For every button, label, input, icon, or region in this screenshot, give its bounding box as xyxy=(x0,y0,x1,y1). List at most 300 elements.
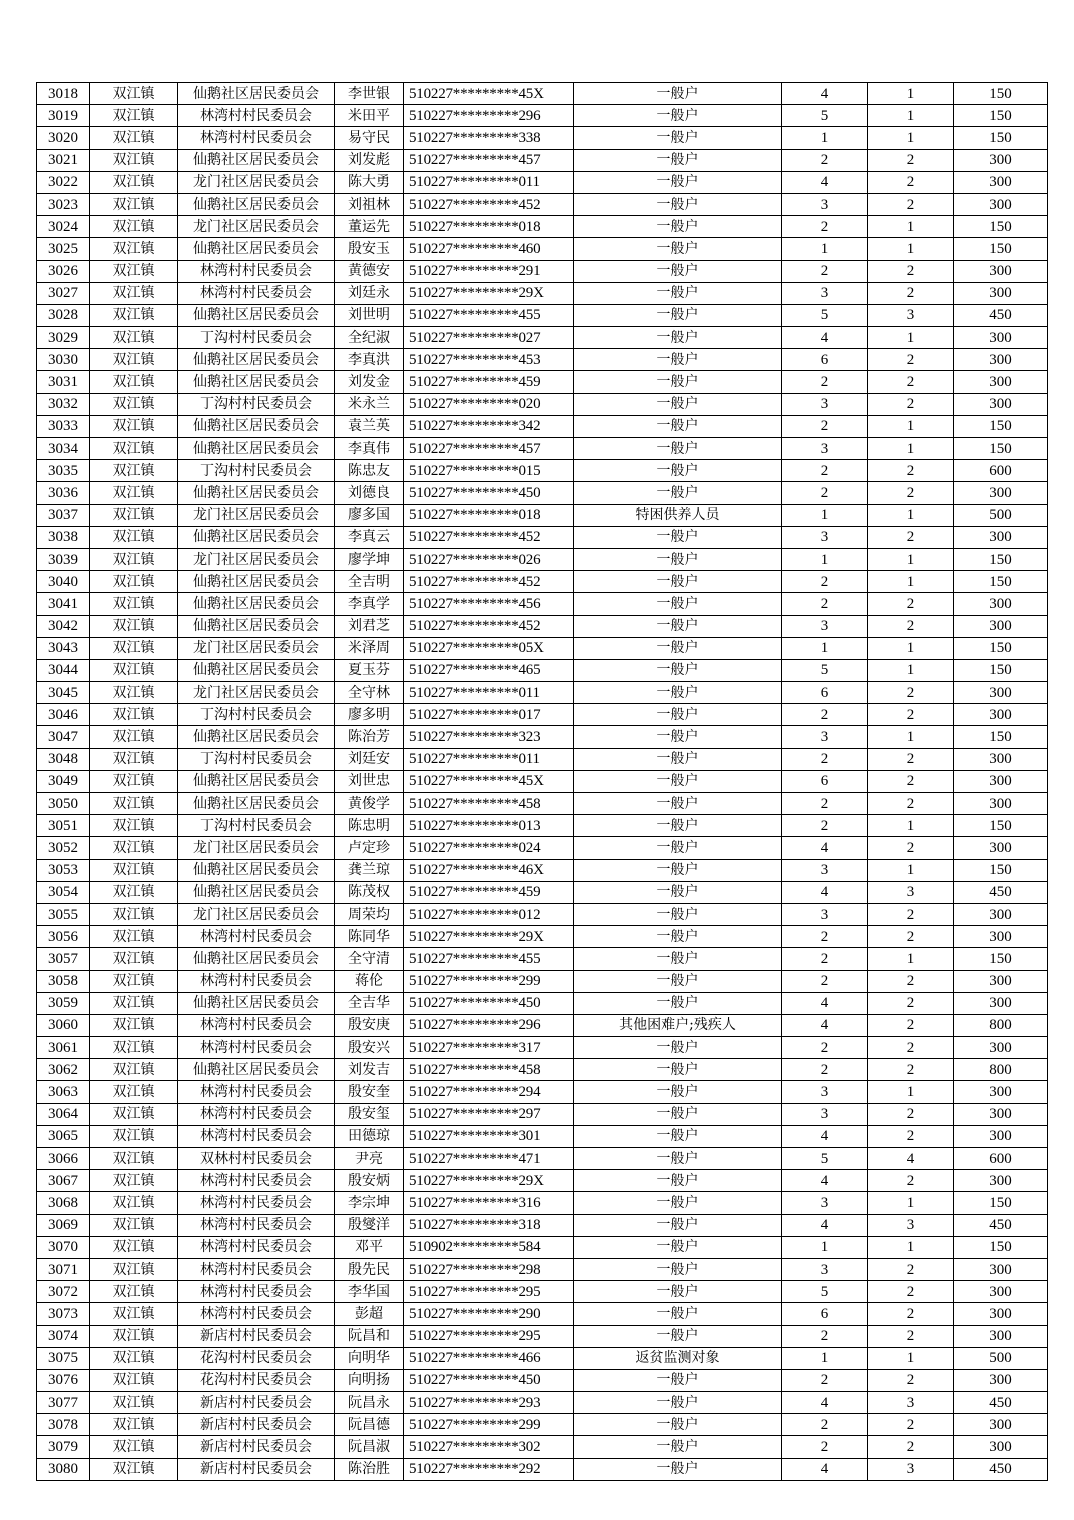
id-cell: 510227*********459 xyxy=(404,881,574,903)
table-row xyxy=(37,127,1048,149)
town-cell: 双江镇 xyxy=(90,482,178,504)
id-cell: 510227*********011 xyxy=(404,748,574,770)
name-cell: 刘世忠 xyxy=(335,770,404,792)
id-cell: 510227*********458 xyxy=(404,1059,574,1081)
name-cell: 李真洪 xyxy=(335,349,404,371)
id-cell: 510227*********456 xyxy=(404,593,574,615)
type-cell: 一般户 xyxy=(574,260,782,282)
table-row xyxy=(37,1436,1048,1458)
people-cell: 2 xyxy=(868,171,954,193)
id-cell: 510227*********292 xyxy=(404,1458,574,1480)
table-row xyxy=(37,1236,1048,1258)
count-cell: 3 xyxy=(782,1258,868,1280)
people-cell: 2 xyxy=(868,1436,954,1458)
amount-cell: 500 xyxy=(954,1347,1048,1369)
type-cell: 一般户 xyxy=(574,1258,782,1280)
type-cell: 一般户 xyxy=(574,970,782,992)
id-cell: 510227*********450 xyxy=(404,1369,574,1391)
id-cell: 510227*********024 xyxy=(404,837,574,859)
count-cell: 6 xyxy=(782,682,868,704)
committee-cell: 仙鹅社区居民委员会 xyxy=(178,659,335,681)
amount-cell: 300 xyxy=(954,1414,1048,1436)
town-cell: 双江镇 xyxy=(90,1281,178,1303)
name-cell: 阮昌永 xyxy=(335,1392,404,1414)
town-cell: 双江镇 xyxy=(90,837,178,859)
count-cell: 4 xyxy=(782,837,868,859)
count-cell: 2 xyxy=(782,926,868,948)
committee-cell: 林湾村村民委员会 xyxy=(178,1258,335,1280)
count-cell: 2 xyxy=(782,1436,868,1458)
seq-cell: 3050 xyxy=(37,793,90,815)
name-cell: 刘发金 xyxy=(335,371,404,393)
table-row xyxy=(37,571,1048,593)
name-cell: 周荣均 xyxy=(335,903,404,925)
count-cell: 2 xyxy=(782,1037,868,1059)
seq-cell: 3024 xyxy=(37,216,90,238)
table-row xyxy=(37,304,1048,326)
town-cell: 双江镇 xyxy=(90,438,178,460)
amount-cell: 300 xyxy=(954,1303,1048,1325)
type-cell: 一般户 xyxy=(574,1037,782,1059)
type-cell: 一般户 xyxy=(574,1392,782,1414)
town-cell: 双江镇 xyxy=(90,415,178,437)
town-cell: 双江镇 xyxy=(90,926,178,948)
amount-cell: 450 xyxy=(954,304,1048,326)
table-row xyxy=(37,482,1048,504)
id-cell: 510227*********459 xyxy=(404,371,574,393)
amount-cell: 300 xyxy=(954,682,1048,704)
town-cell: 双江镇 xyxy=(90,770,178,792)
amount-cell: 150 xyxy=(954,415,1048,437)
people-cell: 4 xyxy=(868,1148,954,1170)
committee-cell: 林湾村村民委员会 xyxy=(178,926,335,948)
name-cell: 陈忠友 xyxy=(335,460,404,482)
amount-cell: 150 xyxy=(954,859,1048,881)
table-row xyxy=(37,881,1048,903)
amount-cell: 300 xyxy=(954,970,1048,992)
town-cell: 双江镇 xyxy=(90,1192,178,1214)
id-cell: 510227*********318 xyxy=(404,1214,574,1236)
count-cell: 6 xyxy=(782,1303,868,1325)
table-row xyxy=(37,438,1048,460)
count-cell: 1 xyxy=(782,1347,868,1369)
town-cell: 双江镇 xyxy=(90,1014,178,1036)
committee-cell: 仙鹅社区居民委员会 xyxy=(178,438,335,460)
people-cell: 2 xyxy=(868,1303,954,1325)
seq-cell: 3036 xyxy=(37,482,90,504)
household-table xyxy=(36,82,1048,1481)
town-cell: 双江镇 xyxy=(90,726,178,748)
count-cell: 1 xyxy=(782,637,868,659)
id-cell: 510902*********584 xyxy=(404,1236,574,1258)
committee-cell: 林湾村村民委员会 xyxy=(178,1281,335,1303)
table-row xyxy=(37,593,1048,615)
type-cell: 一般户 xyxy=(574,105,782,127)
id-cell: 510227*********317 xyxy=(404,1037,574,1059)
seq-cell: 3020 xyxy=(37,127,90,149)
committee-cell: 龙门社区居民委员会 xyxy=(178,903,335,925)
table-row xyxy=(37,1347,1048,1369)
name-cell: 向明扬 xyxy=(335,1369,404,1391)
committee-cell: 龙门社区居民委员会 xyxy=(178,637,335,659)
seq-cell: 3075 xyxy=(37,1347,90,1369)
name-cell: 殷安奎 xyxy=(335,1081,404,1103)
type-cell: 一般户 xyxy=(574,815,782,837)
id-cell: 510227*********299 xyxy=(404,1414,574,1436)
committee-cell: 林湾村村民委员会 xyxy=(178,282,335,304)
amount-cell: 300 xyxy=(954,1125,1048,1147)
type-cell: 一般户 xyxy=(574,1236,782,1258)
type-cell: 一般户 xyxy=(574,615,782,637)
count-cell: 6 xyxy=(782,349,868,371)
people-cell: 2 xyxy=(868,460,954,482)
type-cell: 一般户 xyxy=(574,837,782,859)
count-cell: 3 xyxy=(782,615,868,637)
count-cell: 1 xyxy=(782,1236,868,1258)
type-cell: 一般户 xyxy=(574,1081,782,1103)
table-row xyxy=(37,1392,1048,1414)
count-cell: 2 xyxy=(782,970,868,992)
town-cell: 双江镇 xyxy=(90,637,178,659)
table-row xyxy=(37,1170,1048,1192)
amount-cell: 300 xyxy=(954,1281,1048,1303)
people-cell: 2 xyxy=(868,1281,954,1303)
seq-cell: 3073 xyxy=(37,1303,90,1325)
count-cell: 2 xyxy=(782,815,868,837)
amount-cell: 300 xyxy=(954,793,1048,815)
committee-cell: 仙鹅社区居民委员会 xyxy=(178,526,335,548)
id-cell: 510227*********452 xyxy=(404,615,574,637)
seq-cell: 3060 xyxy=(37,1014,90,1036)
seq-cell: 3059 xyxy=(37,992,90,1014)
amount-cell: 150 xyxy=(954,127,1048,149)
table-row xyxy=(37,1369,1048,1391)
count-cell: 3 xyxy=(782,438,868,460)
people-cell: 2 xyxy=(868,260,954,282)
count-cell: 2 xyxy=(782,948,868,970)
type-cell: 一般户 xyxy=(574,1148,782,1170)
table-row xyxy=(37,1325,1048,1347)
people-cell: 2 xyxy=(868,193,954,215)
name-cell: 陈茂权 xyxy=(335,881,404,903)
seq-cell: 3064 xyxy=(37,1103,90,1125)
name-cell: 尹亮 xyxy=(335,1148,404,1170)
town-cell: 双江镇 xyxy=(90,704,178,726)
count-cell: 5 xyxy=(782,304,868,326)
seq-cell: 3048 xyxy=(37,748,90,770)
type-cell: 一般户 xyxy=(574,548,782,570)
town-cell: 双江镇 xyxy=(90,859,178,881)
amount-cell: 300 xyxy=(954,1325,1048,1347)
seq-cell: 3078 xyxy=(37,1414,90,1436)
seq-cell: 3080 xyxy=(37,1458,90,1480)
committee-cell: 林湾村村民委员会 xyxy=(178,1214,335,1236)
committee-cell: 林湾村村民委员会 xyxy=(178,127,335,149)
type-cell: 一般户 xyxy=(574,770,782,792)
amount-cell: 150 xyxy=(954,1192,1048,1214)
town-cell: 双江镇 xyxy=(90,948,178,970)
count-cell: 5 xyxy=(782,659,868,681)
people-cell: 2 xyxy=(868,349,954,371)
type-cell: 一般户 xyxy=(574,1125,782,1147)
type-cell: 返贫监测对象 xyxy=(574,1347,782,1369)
seq-cell: 3039 xyxy=(37,548,90,570)
committee-cell: 林湾村村民委员会 xyxy=(178,1014,335,1036)
count-cell: 2 xyxy=(782,748,868,770)
amount-cell: 300 xyxy=(954,748,1048,770)
people-cell: 3 xyxy=(868,304,954,326)
name-cell: 卢定珍 xyxy=(335,837,404,859)
seq-cell: 3054 xyxy=(37,881,90,903)
amount-cell: 300 xyxy=(954,903,1048,925)
amount-cell: 300 xyxy=(954,260,1048,282)
seq-cell: 3076 xyxy=(37,1369,90,1391)
name-cell: 董运先 xyxy=(335,216,404,238)
id-cell: 510227*********46X xyxy=(404,859,574,881)
town-cell: 双江镇 xyxy=(90,970,178,992)
type-cell: 一般户 xyxy=(574,526,782,548)
name-cell: 殷安兴 xyxy=(335,1037,404,1059)
id-cell: 510227*********291 xyxy=(404,260,574,282)
name-cell: 龚兰琼 xyxy=(335,859,404,881)
seq-cell: 3057 xyxy=(37,948,90,970)
table-row xyxy=(37,504,1048,526)
people-cell: 1 xyxy=(868,948,954,970)
committee-cell: 新店村村民委员会 xyxy=(178,1436,335,1458)
id-cell: 510227*********323 xyxy=(404,726,574,748)
committee-cell: 仙鹅社区居民委员会 xyxy=(178,349,335,371)
amount-cell: 300 xyxy=(954,593,1048,615)
count-cell: 3 xyxy=(782,859,868,881)
people-cell: 2 xyxy=(868,393,954,415)
committee-cell: 仙鹅社区居民委员会 xyxy=(178,593,335,615)
name-cell: 阮昌和 xyxy=(335,1325,404,1347)
people-cell: 2 xyxy=(868,1414,954,1436)
name-cell: 刘祖林 xyxy=(335,193,404,215)
table-row xyxy=(37,371,1048,393)
seq-cell: 3052 xyxy=(37,837,90,859)
committee-cell: 新店村村民委员会 xyxy=(178,1392,335,1414)
name-cell: 陈大勇 xyxy=(335,171,404,193)
count-cell: 2 xyxy=(782,704,868,726)
seq-cell: 3018 xyxy=(37,83,90,105)
amount-cell: 600 xyxy=(954,1148,1048,1170)
type-cell: 一般户 xyxy=(574,1103,782,1125)
town-cell: 双江镇 xyxy=(90,105,178,127)
seq-cell: 3026 xyxy=(37,260,90,282)
table-row xyxy=(37,393,1048,415)
town-cell: 双江镇 xyxy=(90,793,178,815)
town-cell: 双江镇 xyxy=(90,548,178,570)
town-cell: 双江镇 xyxy=(90,238,178,260)
committee-cell: 仙鹅社区居民委员会 xyxy=(178,859,335,881)
amount-cell: 450 xyxy=(954,1458,1048,1480)
table-row xyxy=(37,460,1048,482)
town-cell: 双江镇 xyxy=(90,83,178,105)
count-cell: 5 xyxy=(782,105,868,127)
seq-cell: 3055 xyxy=(37,903,90,925)
amount-cell: 300 xyxy=(954,837,1048,859)
type-cell: 一般户 xyxy=(574,238,782,260)
type-cell: 一般户 xyxy=(574,1281,782,1303)
people-cell: 1 xyxy=(868,1192,954,1214)
table-row xyxy=(37,415,1048,437)
amount-cell: 300 xyxy=(954,704,1048,726)
name-cell: 殷安玉 xyxy=(335,238,404,260)
type-cell: 一般户 xyxy=(574,393,782,415)
people-cell: 3 xyxy=(868,881,954,903)
name-cell: 全纪淑 xyxy=(335,327,404,349)
amount-cell: 300 xyxy=(954,1436,1048,1458)
name-cell: 全守清 xyxy=(335,948,404,970)
name-cell: 陈治芳 xyxy=(335,726,404,748)
people-cell: 2 xyxy=(868,282,954,304)
people-cell: 1 xyxy=(868,105,954,127)
seq-cell: 3038 xyxy=(37,526,90,548)
count-cell: 4 xyxy=(782,881,868,903)
id-cell: 510227*********460 xyxy=(404,238,574,260)
town-cell: 双江镇 xyxy=(90,327,178,349)
id-cell: 510227*********452 xyxy=(404,526,574,548)
count-cell: 4 xyxy=(782,1458,868,1480)
count-cell: 2 xyxy=(782,1059,868,1081)
seq-cell: 3067 xyxy=(37,1170,90,1192)
amount-cell: 450 xyxy=(954,1392,1048,1414)
name-cell: 李宗坤 xyxy=(335,1192,404,1214)
id-cell: 510227*********301 xyxy=(404,1125,574,1147)
amount-cell: 150 xyxy=(954,83,1048,105)
id-cell: 510227*********293 xyxy=(404,1392,574,1414)
count-cell: 4 xyxy=(782,1392,868,1414)
town-cell: 双江镇 xyxy=(90,1325,178,1347)
table-row xyxy=(37,526,1048,548)
name-cell: 殷燮洋 xyxy=(335,1214,404,1236)
name-cell: 廖学坤 xyxy=(335,548,404,570)
committee-cell: 新店村村民委员会 xyxy=(178,1414,335,1436)
amount-cell: 150 xyxy=(954,948,1048,970)
people-cell: 1 xyxy=(868,238,954,260)
amount-cell: 300 xyxy=(954,349,1048,371)
id-cell: 510227*********45X xyxy=(404,83,574,105)
people-cell: 1 xyxy=(868,327,954,349)
amount-cell: 300 xyxy=(954,371,1048,393)
id-cell: 510227*********453 xyxy=(404,349,574,371)
amount-cell: 150 xyxy=(954,571,1048,593)
people-cell: 2 xyxy=(868,526,954,548)
committee-cell: 林湾村村民委员会 xyxy=(178,1103,335,1125)
type-cell: 一般户 xyxy=(574,793,782,815)
town-cell: 双江镇 xyxy=(90,571,178,593)
amount-cell: 150 xyxy=(954,726,1048,748)
seq-cell: 3031 xyxy=(37,371,90,393)
town-cell: 双江镇 xyxy=(90,1148,178,1170)
people-cell: 1 xyxy=(868,571,954,593)
name-cell: 刘发吉 xyxy=(335,1059,404,1081)
amount-cell: 150 xyxy=(954,1236,1048,1258)
table-row xyxy=(37,637,1048,659)
name-cell: 廖多国 xyxy=(335,504,404,526)
town-cell: 双江镇 xyxy=(90,815,178,837)
town-cell: 双江镇 xyxy=(90,1369,178,1391)
committee-cell: 林湾村村民委员会 xyxy=(178,1081,335,1103)
name-cell: 李真云 xyxy=(335,526,404,548)
committee-cell: 丁沟村村民委员会 xyxy=(178,704,335,726)
seq-cell: 3049 xyxy=(37,770,90,792)
id-cell: 510227*********295 xyxy=(404,1325,574,1347)
count-cell: 3 xyxy=(782,1081,868,1103)
type-cell: 一般户 xyxy=(574,193,782,215)
amount-cell: 150 xyxy=(954,216,1048,238)
people-cell: 2 xyxy=(868,371,954,393)
amount-cell: 300 xyxy=(954,615,1048,637)
amount-cell: 150 xyxy=(954,637,1048,659)
type-cell: 一般户 xyxy=(574,460,782,482)
name-cell: 阮昌德 xyxy=(335,1414,404,1436)
town-cell: 双江镇 xyxy=(90,349,178,371)
town-cell: 双江镇 xyxy=(90,171,178,193)
committee-cell: 仙鹅社区居民委员会 xyxy=(178,415,335,437)
id-cell: 510227*********302 xyxy=(404,1436,574,1458)
seq-cell: 3053 xyxy=(37,859,90,881)
count-cell: 1 xyxy=(782,238,868,260)
count-cell: 3 xyxy=(782,193,868,215)
town-cell: 双江镇 xyxy=(90,682,178,704)
amount-cell: 300 xyxy=(954,526,1048,548)
committee-cell: 仙鹅社区居民委员会 xyxy=(178,615,335,637)
people-cell: 2 xyxy=(868,926,954,948)
name-cell: 全吉华 xyxy=(335,992,404,1014)
count-cell: 5 xyxy=(782,1281,868,1303)
table-row xyxy=(37,216,1048,238)
town-cell: 双江镇 xyxy=(90,526,178,548)
id-cell: 510227*********026 xyxy=(404,548,574,570)
type-cell: 一般户 xyxy=(574,438,782,460)
committee-cell: 仙鹅社区居民委员会 xyxy=(178,881,335,903)
committee-cell: 丁沟村村民委员会 xyxy=(178,393,335,415)
seq-cell: 3021 xyxy=(37,149,90,171)
type-cell: 其他困难户;残疾人 xyxy=(574,1014,782,1036)
people-cell: 1 xyxy=(868,127,954,149)
table-row xyxy=(37,238,1048,260)
town-cell: 双江镇 xyxy=(90,1037,178,1059)
id-cell: 510227*********316 xyxy=(404,1192,574,1214)
amount-cell: 300 xyxy=(954,171,1048,193)
seq-cell: 3070 xyxy=(37,1236,90,1258)
count-cell: 3 xyxy=(782,1103,868,1125)
people-cell: 2 xyxy=(868,793,954,815)
name-cell: 全守林 xyxy=(335,682,404,704)
count-cell: 2 xyxy=(782,260,868,282)
people-cell: 1 xyxy=(868,83,954,105)
committee-cell: 龙门社区居民委员会 xyxy=(178,216,335,238)
name-cell: 殷安玺 xyxy=(335,1103,404,1125)
committee-cell: 仙鹅社区居民委员会 xyxy=(178,571,335,593)
type-cell: 一般户 xyxy=(574,881,782,903)
people-cell: 2 xyxy=(868,1014,954,1036)
people-cell: 1 xyxy=(868,415,954,437)
type-cell: 一般户 xyxy=(574,1170,782,1192)
table-row xyxy=(37,1059,1048,1081)
type-cell: 一般户 xyxy=(574,482,782,504)
town-cell: 双江镇 xyxy=(90,1258,178,1280)
id-cell: 510227*********015 xyxy=(404,460,574,482)
table-row xyxy=(37,682,1048,704)
committee-cell: 丁沟村村民委员会 xyxy=(178,327,335,349)
people-cell: 2 xyxy=(868,682,954,704)
town-cell: 双江镇 xyxy=(90,881,178,903)
count-cell: 2 xyxy=(782,1369,868,1391)
seq-cell: 3043 xyxy=(37,637,90,659)
